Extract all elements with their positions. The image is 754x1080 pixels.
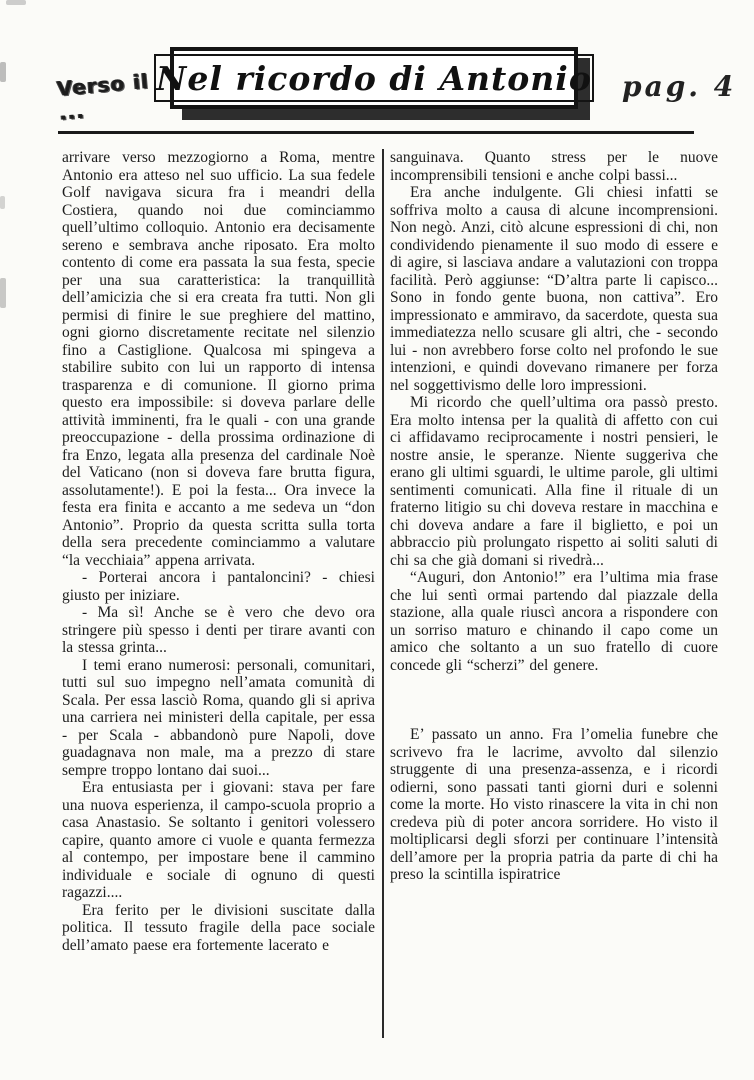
right-column [390, 149, 718, 1074]
paragraph: - Ma sì! Anche se è vero che devo ora stringere più spesso i denti per tirare avanti con la stessa grinta... [62, 604, 375, 656]
paragraph: Era entusiasta per i giovani: stava per fare una nuova esperienza, il campo-scuola proprio a casa Anastasio. Se soltanto i genitori volessero capire, quanto amore ci vuole e quanta fermezza al contempo, per impostare bene il cammino individuale e sociale di ognuno di questi ragazzi.... [62, 779, 375, 901]
paragraph: Era ferito per le divisioni suscitate dalla politica. Il tessuto fragile della pace sociale dell’amato paese era fortemente lacerato e [62, 901, 375, 954]
paragraph: - Porterai ancora i pantaloncini? - chiesi giusto per iniziare. [62, 569, 375, 604]
scan-artifact [6, 0, 26, 5]
title-box [156, 47, 592, 109]
paragraph: Era anche indulgente. Gli chiesi infatti se soffriva molto a causa di alcune incomprensioni. Non negò. Anzi, citò alcune espressioni di chi, non condividendo pienamente il suo modo di essere e di agire, si lasciava andare a valutazioni con troppa facilità. Però aggiunse: “D’altra parte li capisco... Sono in fondo gente buona, non cattiva”. Ero impressionato e ammiravo, da sacerdote, questa sua immediatezza nello scusare gli altri, che - secondo lui - non avrebbero forse colto nel profondo le sue intenzioni, e quindi dovevano rimanere per forza nel soggettivismo delle loro impressioni. [390, 184, 718, 394]
paragraph: sanguinava. Quanto stress per le nuove incomprensibili tensioni e anche colpi bassi... [390, 149, 718, 184]
page-title: Nel ricordo di Antonio [156, 58, 592, 98]
left-column [62, 149, 375, 1074]
scan-artifact [0, 196, 5, 209]
scan-artifact [0, 62, 6, 82]
title-inner-frame [154, 54, 594, 102]
paragraph: E’ passato un anno. Fra l’omelia funebre che scrivevo fra le lacrime, avvolto dal silenzio struggente di una presenza-assenza, e i ricordi odierni, sono passati tanti giorni duri e solenni come la morte. Ho visto rinascere la vita in chi non credeva più di poter ancora sorridere. Ho visto il moltiplicarsi degli sforzi per continuare l’intensità dell’amore per la propria patria da parte di chi ha preso la scintilla ispiratrice [390, 726, 718, 883]
header-rule [58, 131, 694, 134]
paragraph: “Auguri, don Antonio!” era l’ultima mia frase che lui sentì ormai partendo dal piazzale della stazione, alla quale riuscì ancora a rispondere con un sorriso maturo e chinando il capo come un amico che soltanto a un suo fratello di cuore concede gli “scherzi” del genere. [390, 569, 718, 674]
masthead-logo: Verso il ... [56, 68, 150, 125]
column-divider [382, 149, 384, 1038]
paragraph: Mi ricordo che quell’ultima ora passò presto. Era molto intensa per la qualità di affetto con cui ci affidavamo reciprocamente i nostri pensieri, le nostre ansie, le speranze. Niente suggeriva che erano gli ultimi sguardi, le ultime parole, gli ultimi sentimenti comunicati. Alla fine il rituale di un fraterno litigio su chi doveva restare in macchina e chi doveva andare a fare il biglietto, e poi un abbraccio più prolungato rispetto ai soliti saluti di chi sa che già domani si rivedrà... [390, 394, 718, 569]
paragraph: I temi erano numerosi: personali, comunitari, tutti sul suo impegno nell’amata comunità di Scala. Per essa lasciò Roma, quando gli si apriva una carriera nei ministeri della capitale, per essa - per Scala - abbandonò pure Napoli, dove guadagnava non male, ma a prezzo di stare sempre troppo lontano dai suoi... [62, 656, 375, 779]
page-number: pag. 4 [622, 70, 737, 103]
paragraph: arrivare verso mezzogiorno a Roma, mentre Antonio era atteso nel suo ufficio. La sua fedele Golf navigava sicura fra i meandri della Costiera, quando noi due cominciammo quell’ultimo colloquio. Antonio era decisamente sereno e sembrava anche riposato. Era molto contento di come era passata la sua festa, specie per una sua caratteristica: la tranquillità dell’amicizia che si era creata fra tutti. Non gli permisi di finire le sue preghiere del mattino, ogni giorno discretamente recitate nel silenzio fino a Castiglione. Qualcosa mi spingeva a stabilire subito con lui un rapporto di intensa trasparenza e di comunione. Il giorno prima questo era impossibile: si doveva parlare delle attività imminenti, fra le quali - con una grande preoccupazione - della prossima ordinazione di fra Enzo, legata alla presenza del cardinale Noè del Vaticano (non si doveva fare brutta figura, assolutamente!). E poi la festa... Ora invece la festa era finita e accanto a me sedeva un “don Antonio”. Proprio da questa scritta sulla torta della sera precedente cominciammo a valutare “la vecchiaia” appena arrivata. [62, 149, 375, 569]
article-body [62, 149, 720, 1074]
scan-artifact [0, 278, 6, 308]
